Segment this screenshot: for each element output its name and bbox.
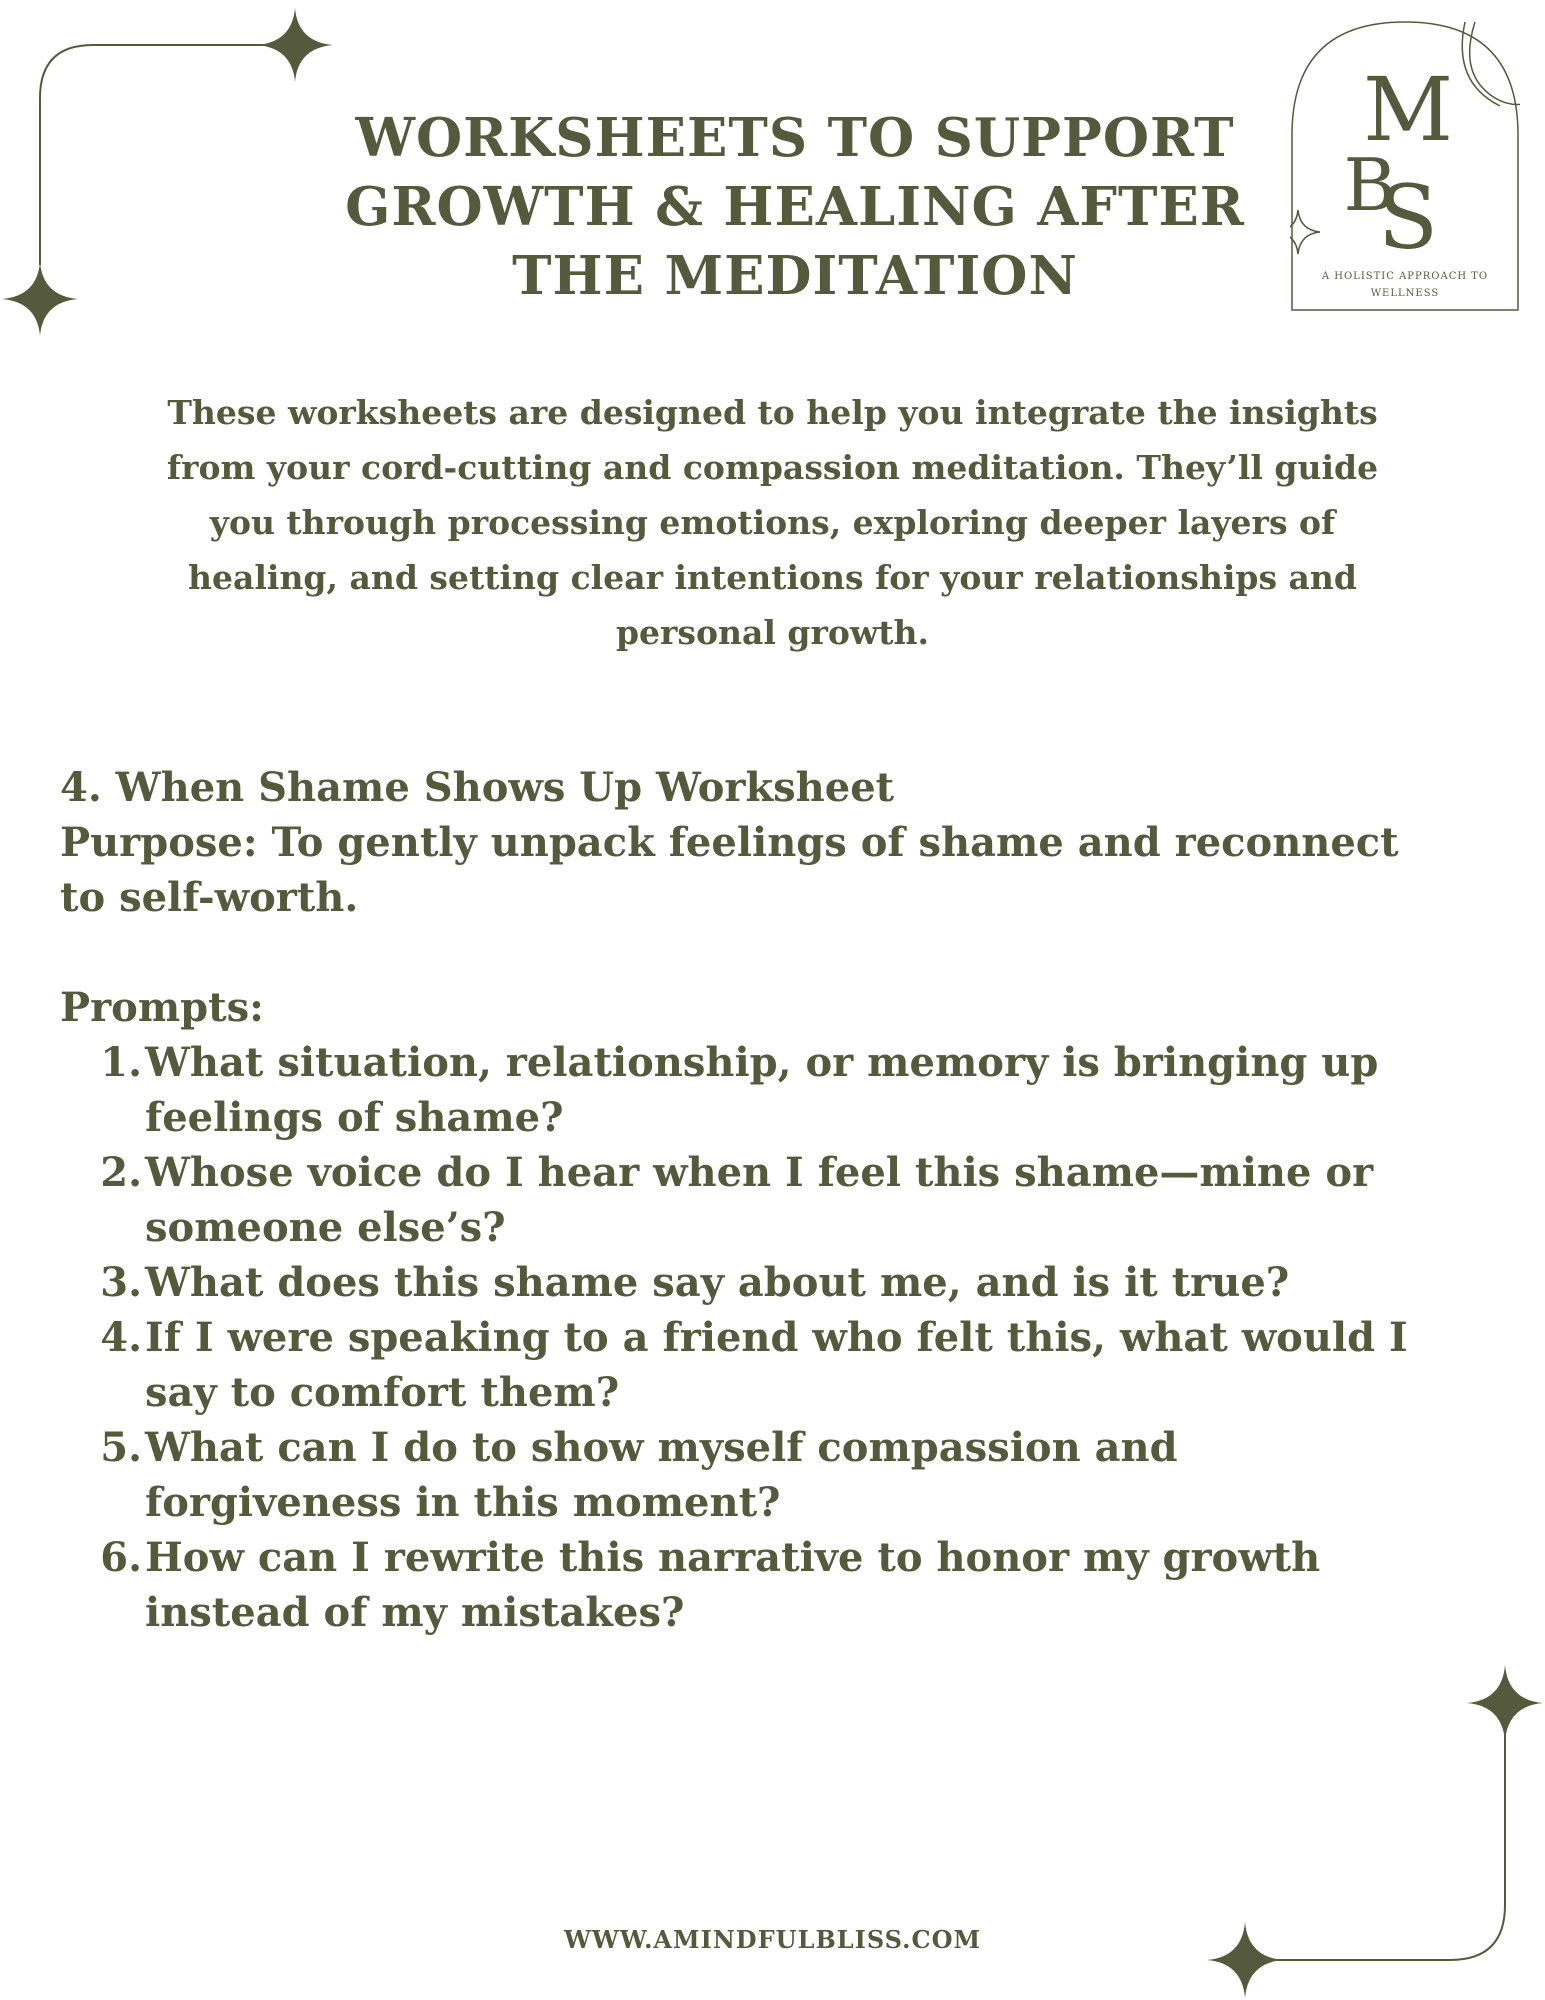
list-item	[60, 1035, 1500, 1145]
intro-paragraph	[130, 385, 1415, 660]
title-line: WORKSHEETS TO SUPPORT	[355, 107, 1235, 169]
prompt-text	[145, 1145, 1500, 1255]
logo-letter-m: M	[1362, 58, 1454, 161]
prompt-line: say to comfort them?	[145, 1369, 620, 1416]
prompt-line: Whose voice do I hear when I feel this shame—mine or	[145, 1149, 1374, 1196]
intro-line: healing, and setting clear intentions for your relationships and	[188, 558, 1357, 597]
list-item	[60, 1420, 1500, 1530]
logo-letter-b: B	[1343, 143, 1397, 227]
logo-letter-s: S	[1377, 166, 1439, 269]
bottom-right-corner-line	[1245, 1720, 1505, 1960]
worksheet-section	[60, 760, 1500, 1640]
sparkle-icon	[2, 262, 78, 336]
prompt-line: someone else’s?	[145, 1204, 506, 1251]
intro-line: you through processing emotions, exploring deeper layers of	[209, 503, 1336, 542]
prompt-number: 1.	[100, 1039, 142, 1086]
title-line: GROWTH & HEALING AFTER	[345, 176, 1245, 238]
prompts-list	[60, 1035, 1500, 1640]
prompt-text	[145, 1530, 1500, 1640]
worksheet-heading: 4. When Shame Shows Up Worksheet	[60, 764, 895, 811]
prompt-number: 6.	[100, 1534, 142, 1581]
intro-line: personal growth.	[615, 613, 930, 652]
prompts-label: Prompts:	[60, 984, 264, 1031]
sparkle-icon	[257, 8, 333, 82]
logo-tagline-line: A HOLISTIC APPROACH TO	[1321, 271, 1489, 282]
prompt-text	[145, 1255, 1500, 1310]
sparkle-outline-icon	[1290, 210, 1320, 254]
prompt-line: What does this shame say about me, and is it true?	[145, 1259, 1290, 1306]
sparkle-icon	[1467, 1665, 1543, 1741]
prompt-number: 3.	[100, 1259, 142, 1306]
prompt-number: 4.	[100, 1314, 142, 1361]
title-line: THE MEDITATION	[512, 245, 1078, 307]
prompt-text	[145, 1310, 1500, 1420]
intro-line: from your cord-cutting and compassion meditation. They’ll guide	[166, 448, 1379, 487]
prompt-line: What can I do to show myself compassion and	[145, 1424, 1178, 1471]
prompt-line: forgiveness in this moment?	[145, 1479, 781, 1526]
list-item	[60, 1145, 1500, 1255]
intro-line: These worksheets are designed to help you integrate the insights	[167, 393, 1378, 432]
prompt-line: What situation, relationship, or memory is bringing up	[145, 1039, 1379, 1086]
spacer	[60, 925, 1500, 980]
logo-tagline	[1290, 268, 1520, 302]
prompt-line: feelings of shame?	[145, 1094, 564, 1141]
prompt-number: 5.	[100, 1424, 142, 1471]
footer-url[interactable]: WWW.AMINDFULBLISS.COM	[563, 1925, 982, 1954]
list-item	[60, 1310, 1500, 1420]
list-item	[60, 1255, 1500, 1310]
worksheet-purpose-line: to self-worth.	[60, 874, 359, 921]
prompt-number: 2.	[100, 1149, 142, 1196]
prompt-text	[145, 1035, 1500, 1145]
prompt-line: instead of my mistakes?	[145, 1589, 685, 1636]
prompt-text	[145, 1420, 1500, 1530]
prompt-line: How can I rewrite this narrative to honor my growth	[145, 1534, 1321, 1581]
logo-tagline-line: WELLNESS	[1370, 288, 1440, 299]
top-left-corner-line	[40, 45, 295, 265]
page-title	[300, 104, 1290, 311]
worksheet-purpose-line: Purpose: To gently unpack feelings of shame and reconnect	[60, 819, 1399, 866]
prompt-line: If I were speaking to a friend who felt this, what would I	[145, 1314, 1408, 1361]
list-item	[60, 1530, 1500, 1640]
